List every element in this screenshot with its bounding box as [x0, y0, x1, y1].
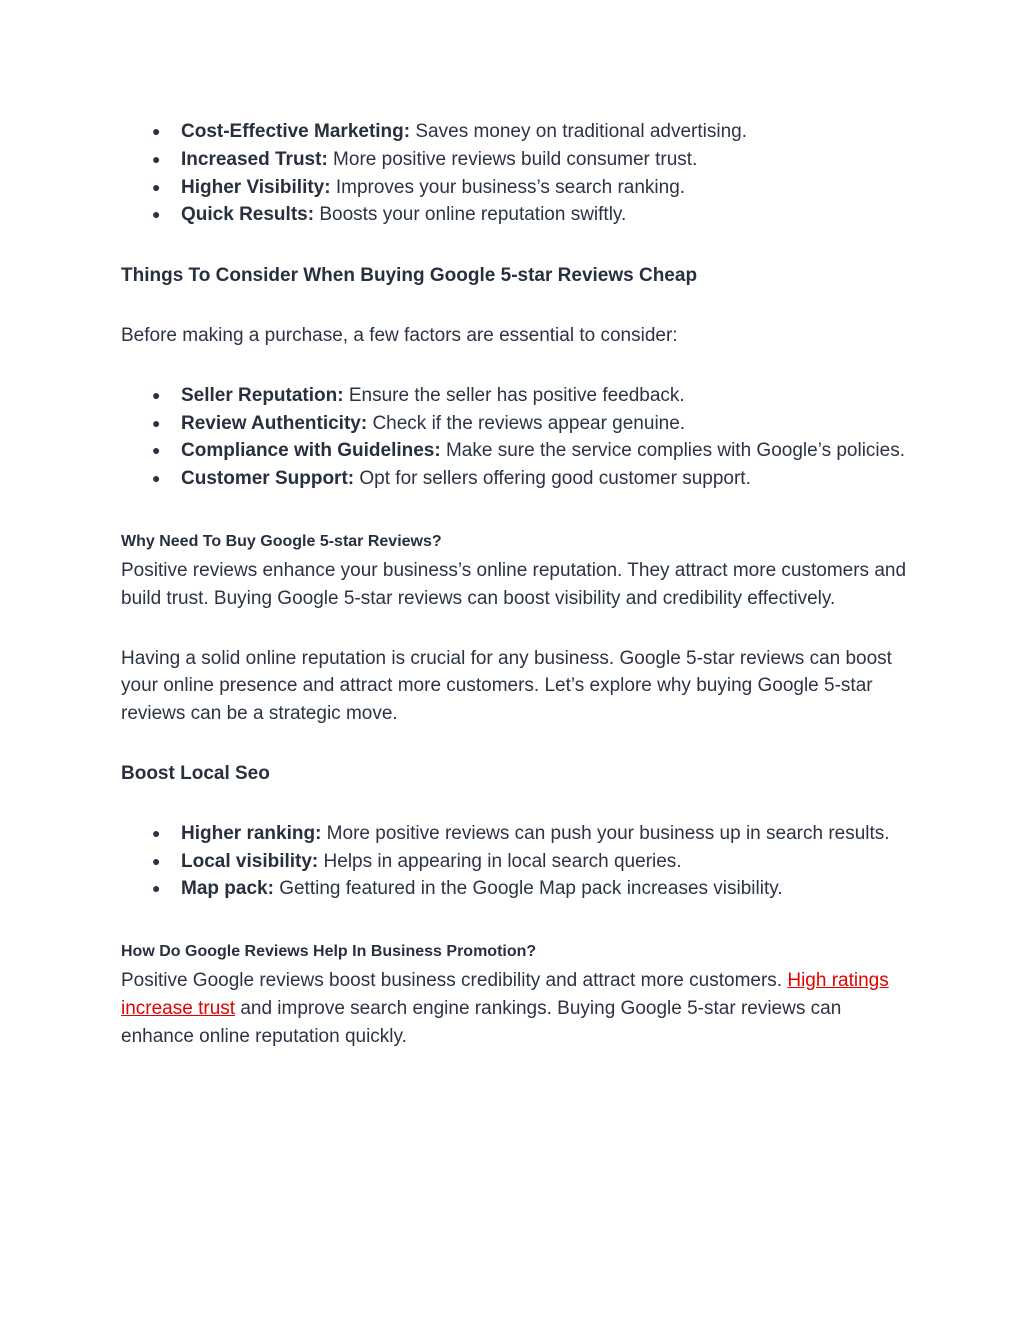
list-item	[121, 875, 911, 903]
why-paragraph-1: Positive reviews enhance your business’s online reputation. They attract more customers and build trust. Buying Google 5-star reviews can boost visibility and credibility effectively.	[121, 559, 907, 609]
bullet-icon: ●	[152, 123, 161, 139]
bullet-icon: ●	[152, 206, 161, 223]
list-item	[121, 118, 911, 146]
list-item-term: Higher Visibility:	[181, 176, 331, 198]
consider-intro-paragraph: Before making a purchase, a few factors are essential to consider:	[121, 324, 678, 346]
list-item	[121, 146, 911, 174]
bullet-icon: ●	[152, 442, 161, 459]
list-item-term: Review Authenticity:	[181, 412, 368, 434]
seo-list	[121, 820, 911, 903]
consider-list	[121, 382, 911, 493]
promotion-text-after-link: and improve search engine rankings. Buying Google 5-star reviews can enhance online reputation quickly.	[121, 997, 842, 1047]
document-page	[121, 118, 911, 1051]
bullet-icon: ●	[152, 880, 161, 897]
high-ratings-link[interactable]: High ratings increase trust	[121, 970, 889, 1019]
list-item-term: Seller Reputation:	[181, 384, 344, 406]
bullet-icon: ●	[152, 414, 161, 431]
heading-why-need-to-buy: Why Need To Buy Google 5-star Reviews?	[121, 532, 442, 550]
list-item-desc: Boosts your online reputation swiftly.	[314, 204, 627, 226]
list-item-term: Map pack:	[181, 878, 274, 900]
list-item	[121, 848, 911, 876]
bullet-icon: ●	[152, 852, 161, 869]
promotion-text-before-link: Positive Google reviews boost business credibility and attract more customers.	[121, 970, 788, 992]
list-item-term: Increased Trust:	[181, 148, 328, 170]
heading-things-to-consider: Things To Consider When Buying Google 5-star Reviews Cheap	[121, 265, 698, 287]
promotion-paragraph	[121, 967, 911, 1050]
bullet-icon: ●	[152, 178, 161, 195]
list-item-term: Cost-Effective Marketing:	[181, 121, 411, 142]
list-item	[121, 465, 911, 493]
list-item-term: Customer Support:	[181, 468, 355, 490]
bullet-icon: ●	[152, 824, 161, 841]
list-item-desc: More positive reviews can push your business up in search results.	[321, 822, 890, 844]
list-item-desc: Opt for sellers offering good customer support.	[354, 468, 751, 490]
list-item	[121, 410, 911, 438]
list-item	[121, 437, 911, 465]
list-item-term: Quick Results:	[181, 204, 315, 226]
list-item-desc: Helps in appearing in local search queries.	[318, 850, 682, 872]
list-item-desc: Improves your business’s search ranking.	[330, 176, 686, 198]
why-paragraph-2: Having a solid online reputation is crucial for any business. Google 5-star reviews can boost your online presence and attract more customers. Let’s explore why buying Google 5-star reviews can be a strategic move.	[121, 647, 892, 725]
heading-boost-local-seo: Boost Local Seo	[121, 762, 270, 784]
list-item-desc: Ensure the seller has positive feedback.	[343, 384, 685, 406]
list-item-term: Compliance with Guidelines:	[181, 440, 441, 462]
bullet-icon: ●	[152, 150, 161, 167]
list-item	[121, 382, 911, 410]
bullet-icon: ●	[152, 386, 161, 403]
list-item-term: Local visibility:	[181, 850, 319, 872]
list-item	[121, 201, 911, 229]
bullet-icon: ●	[152, 470, 161, 487]
benefits-list	[121, 118, 911, 229]
list-item-desc: More positive reviews build consumer trust.	[327, 148, 698, 170]
list-item-desc: Saves money on traditional advertising.	[410, 121, 748, 142]
list-item-desc: Make sure the service complies with Google’s policies.	[440, 440, 905, 462]
list-item	[121, 174, 911, 202]
list-item-desc: Getting featured in the Google Map pack increases visibility.	[273, 878, 783, 900]
list-item	[121, 820, 911, 848]
list-item-term: Higher ranking:	[181, 822, 322, 844]
heading-business-promotion: How Do Google Reviews Help In Business Promotion?	[121, 943, 537, 961]
list-item-desc: Check if the reviews appear genuine.	[367, 412, 686, 434]
